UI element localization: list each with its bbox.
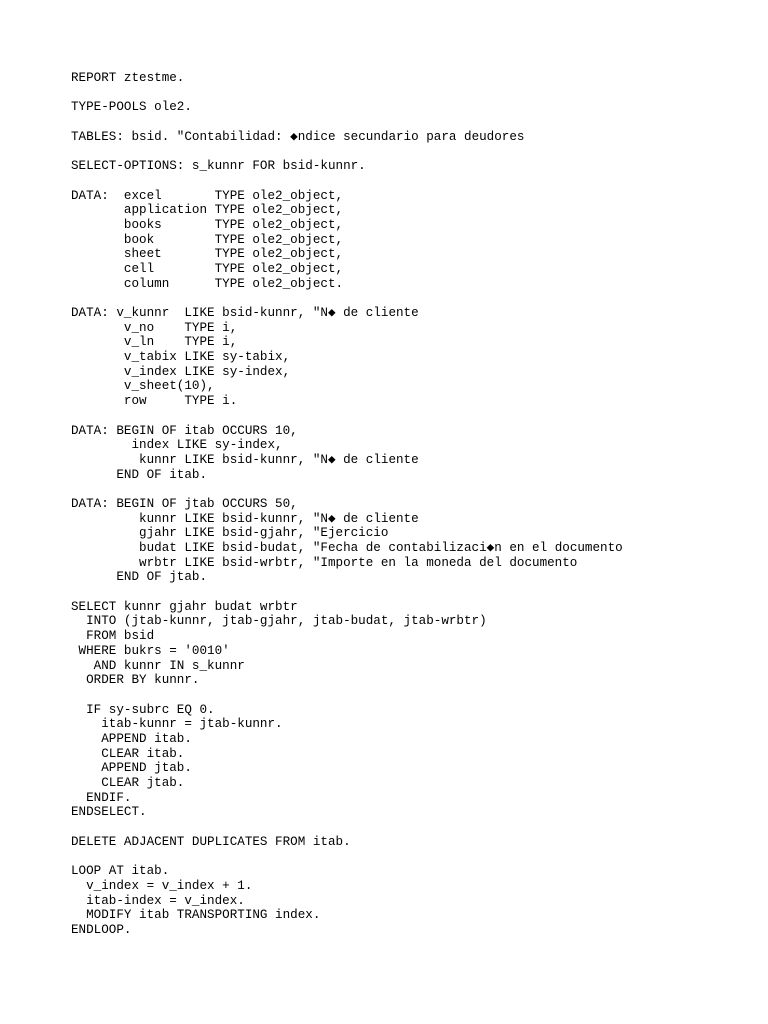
blank-line (71, 585, 751, 600)
code-document (71, 71, 751, 938)
code-line: kunnr LIKE bsid-kunnr, "N◆ de cliente (71, 452, 419, 467)
code-line: LOOP AT itab. (71, 864, 170, 879)
code-line: FROM bsid (71, 629, 155, 644)
blank-line (71, 291, 751, 306)
code-line: APPEND itab. (71, 731, 192, 746)
code-line: SELECT-OPTIONS: s_kunnr FOR bsid-kunnr. (71, 159, 366, 174)
code-line: index LIKE sy-index, (71, 438, 283, 453)
code-line: v_index = v_index + 1. (71, 878, 253, 893)
code-line: book TYPE ole2_object, (71, 232, 344, 247)
code-line: SELECT kunnr gjahr budat wrbtr (71, 599, 298, 614)
code-line: INTO (jtab-kunnr, jtab-gjahr, jtab-budat, jtab-wrbtr) (71, 614, 487, 629)
code-line: DATA: excel TYPE ole2_object, (71, 188, 344, 203)
code-line: ENDLOOP. (71, 922, 132, 937)
code-line: column TYPE ole2_object. (71, 276, 344, 291)
code-line: budat LIKE bsid-budat, "Fecha de contabilizaci◆n en el documento (71, 541, 623, 555)
code-line: TYPE-POOLS ole2. (71, 100, 192, 115)
blank-line (71, 482, 751, 497)
blank-line (71, 688, 751, 703)
blank-line (71, 409, 751, 424)
code-line: gjahr LIKE bsid-gjahr, "Ejercicio (71, 526, 389, 541)
blank-line (71, 849, 751, 864)
code-line: APPEND jtab. (71, 761, 192, 776)
code-line: cell TYPE ole2_object, (71, 261, 344, 276)
code-line: ENDIF. (71, 790, 132, 805)
code-line: CLEAR jtab. (71, 776, 185, 790)
code-line: application TYPE ole2_object, (71, 203, 344, 218)
code-line: END OF itab. (71, 467, 208, 482)
code-line: TABLES: bsid. "Contabilidad: ◆ndice secundario para deudores (71, 129, 525, 144)
code-line: AND kunnr IN s_kunnr (71, 658, 245, 673)
code-line: itab-index = v_index. (71, 893, 245, 908)
code-line: DATA: v_kunnr LIKE bsid-kunnr, "N◆ de cliente (71, 306, 419, 320)
code-line: kunnr LIKE bsid-kunnr, "N◆ de cliente (71, 511, 419, 526)
code-line: DATA: BEGIN OF itab OCCURS 10, (71, 423, 298, 438)
code-line: MODIFY itab TRANSPORTING index. (71, 908, 321, 923)
blank-line (71, 820, 751, 835)
code-line: sheet TYPE ole2_object, (71, 247, 344, 262)
blank-line (71, 174, 751, 189)
blank-line (71, 86, 751, 101)
code-line: DATA: BEGIN OF jtab OCCURS 50, (71, 496, 298, 511)
code-line: row TYPE i. (71, 394, 238, 409)
code-line: v_no TYPE i, (71, 320, 238, 335)
code-line: v_tabix LIKE sy-tabix, (71, 350, 291, 365)
blank-line (71, 115, 751, 130)
code-line: v_index LIKE sy-index, (71, 364, 291, 379)
code-line: WHERE bukrs = '0010' (71, 643, 230, 658)
code-line: CLEAR itab. (71, 746, 185, 761)
code-line: ORDER BY kunnr. (71, 673, 200, 688)
code-line: REPORT ztestme. (71, 71, 185, 85)
code-line: END OF jtab. (71, 570, 208, 585)
code-line: wrbtr LIKE bsid-wrbtr, "Importe en la moneda del documento (71, 555, 578, 570)
code-line: v_sheet(10), (71, 379, 215, 394)
code-line: IF sy-subrc EQ 0. (71, 702, 215, 717)
code-line: ENDSELECT. (71, 805, 147, 820)
code-line: itab-kunnr = jtab-kunnr. (71, 717, 283, 732)
code-line: DELETE ADJACENT DUPLICATES FROM itab. (71, 834, 351, 849)
code-line: books TYPE ole2_object, (71, 217, 344, 232)
code-line: v_ln TYPE i, (71, 335, 238, 350)
blank-line (71, 144, 751, 159)
